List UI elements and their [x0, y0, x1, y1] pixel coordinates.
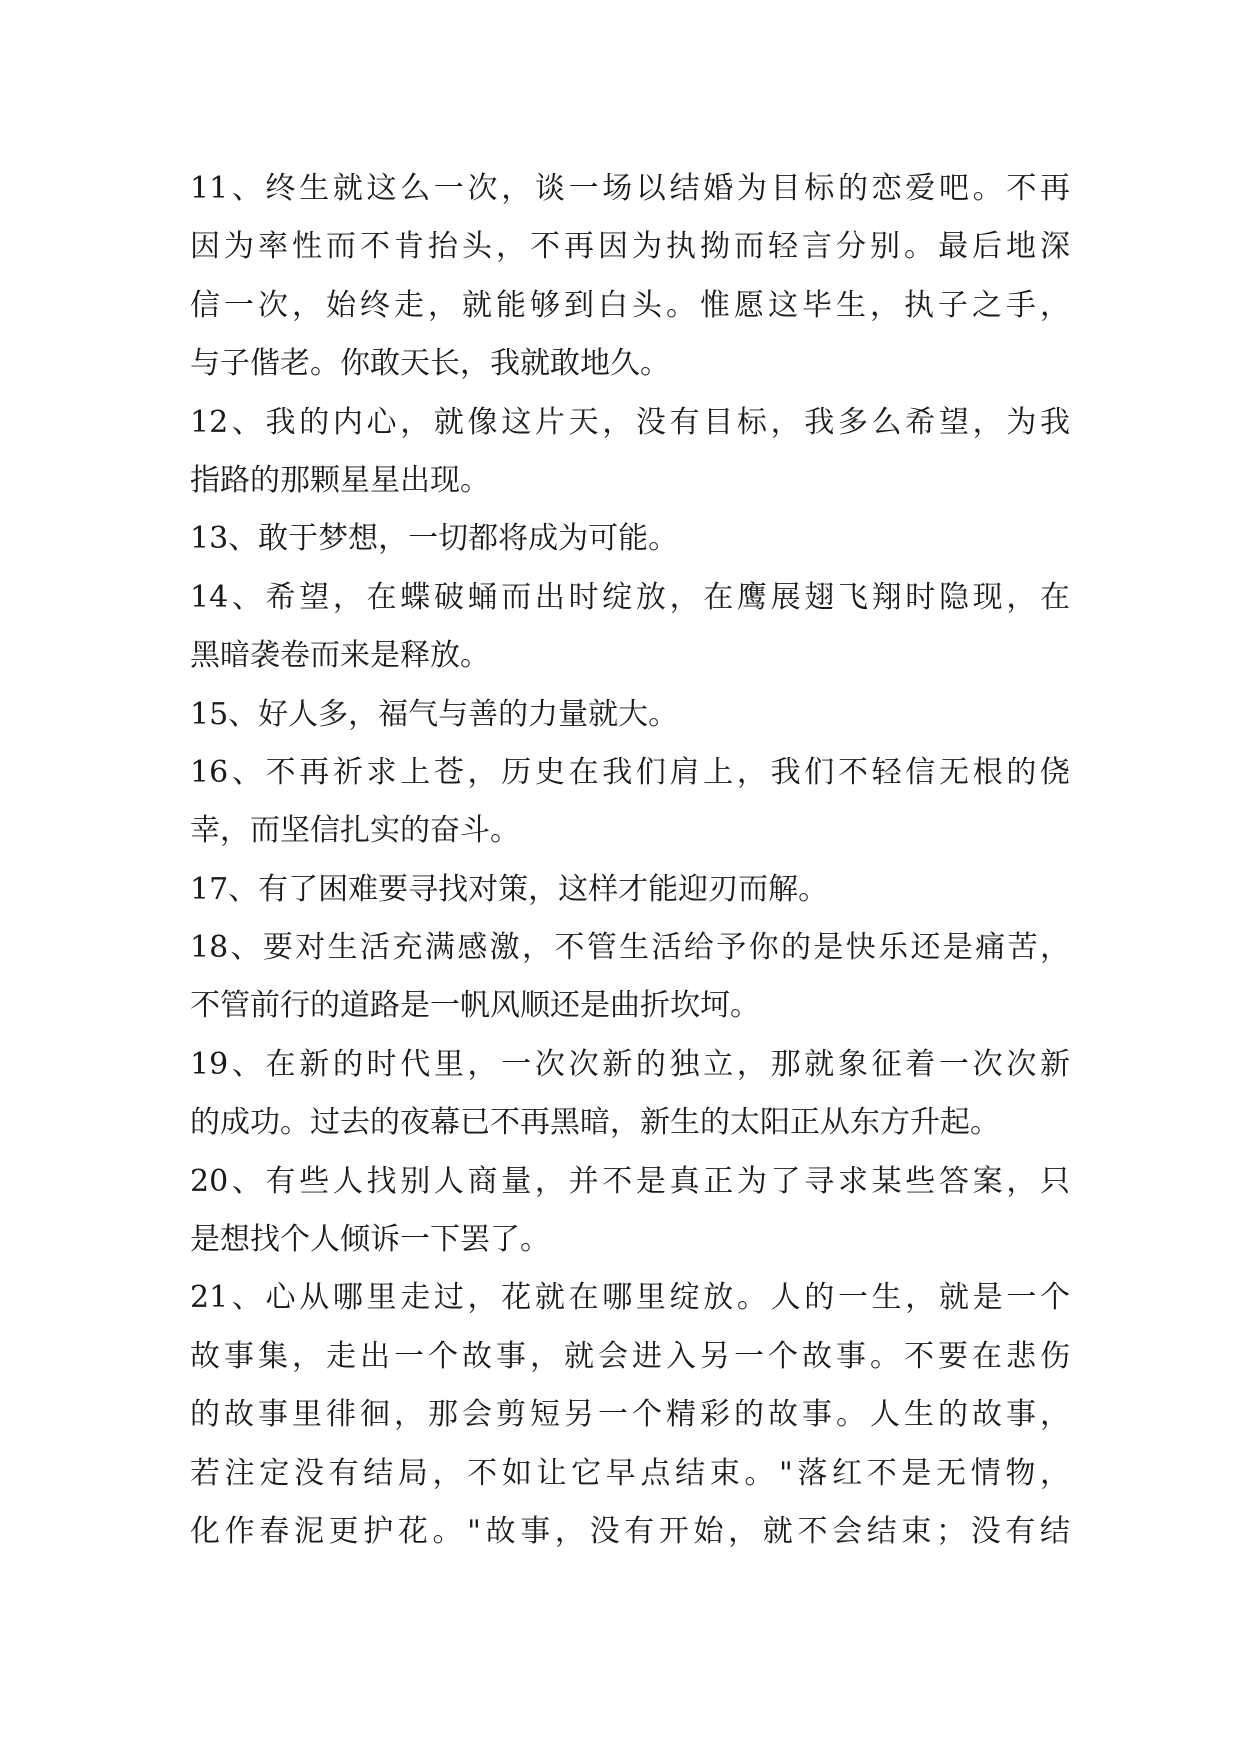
- document-body: [190, 160, 1070, 1561]
- text-line: 21、心从哪里走过，花就在哪里绽放。人的一生，就是一个: [190, 1280, 1070, 1316]
- text-line: 14、希望，在蝶破蛹而出时绽放，在鹰展翅飞翔时隐现，在: [190, 579, 1070, 615]
- text-line: 故事集，走出一个故事，就会进入另一个故事。不要在悲伤: [190, 1338, 1070, 1374]
- text-line: 若注定没有结局，不如让它早点结束。"落红不是无情物，: [190, 1455, 1070, 1491]
- text-line: 指路的那颗星星出现。: [190, 462, 490, 498]
- text-line: 11、终生就这么一次，谈一场以结婚为目标的恋爱吧。不再: [190, 171, 1070, 206]
- text-line: 的故事里徘徊，那会剪短另一个精彩的故事。人生的故事，: [190, 1397, 1070, 1433]
- text-line: 19、在新的时代里，一次次新的独立，那就象征着一次次新: [190, 1046, 1070, 1082]
- text-line: 与子偕老。你敢天长，我就敢地久。: [190, 346, 670, 382]
- text-line: 黑暗袭卷而来是释放。: [190, 638, 490, 674]
- text-line: 是想找个人倾诉一下罢了。: [190, 1222, 550, 1258]
- text-line: 幸，而坚信扎实的奋斗。: [190, 813, 520, 849]
- text-line: 的成功。过去的夜幕已不再黑暗，新生的太阳正从东方升起。: [190, 1105, 1000, 1141]
- text-line: 18、要对生活充满感激，不管生活给予你的是快乐还是痛苦，: [190, 930, 1070, 966]
- text-line: 化作春泥更护花。"故事，没有开始，就不会结束；没有结: [190, 1513, 1070, 1549]
- text-line: 20、有些人找别人商量，并不是真正为了寻求某些答案，只: [190, 1163, 1070, 1199]
- text-line: 16、不再祈求上苍，历史在我们肩上，我们不轻信无根的侥: [190, 754, 1070, 790]
- text-line: 因为率性而不肯抬头，不再因为执拗而轻言分别。最后地深: [190, 229, 1070, 265]
- text-line: 信一次，始终走，就能够到白头。惟愿这毕生，执子之手，: [190, 287, 1070, 323]
- text-line: 13、敢于梦想，一切都将成为可能。: [190, 521, 679, 557]
- text-line: 12、我的内心，就像这片天，没有目标，我多么希望，为我: [190, 404, 1070, 440]
- text-line: 15、好人多，福气与善的力量就大。: [190, 696, 679, 732]
- text-line: 不管前行的道路是一帆风顺还是曲折坎坷。: [190, 988, 760, 1024]
- text-line: 17、有了困难要寻找对策，这样才能迎刃而解。: [190, 871, 829, 907]
